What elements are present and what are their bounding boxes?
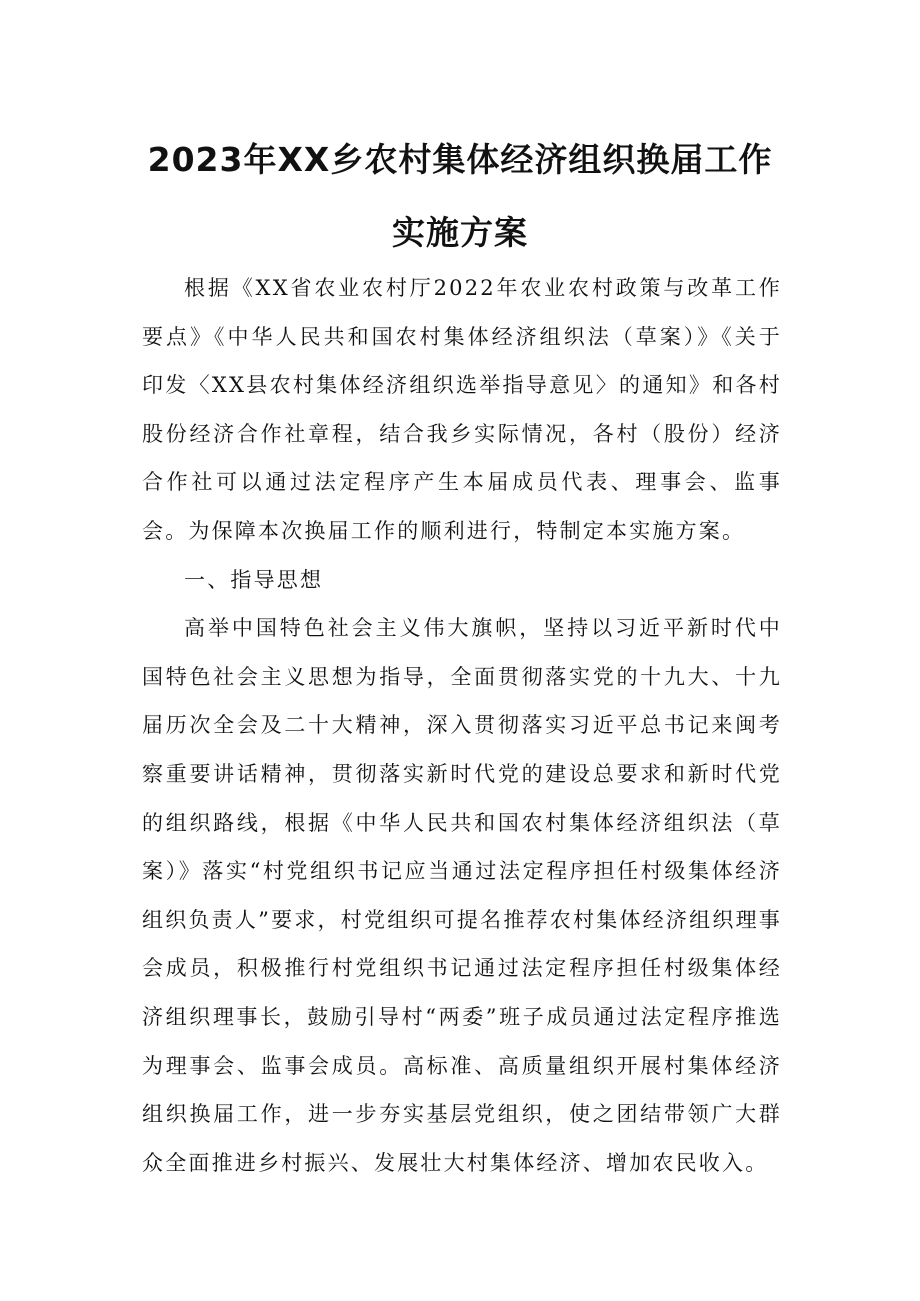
section-heading-guiding-ideology: 一、指导思想	[184, 567, 324, 592]
guiding-ideology-paragraph: 高举中国特色社会主义伟大旗帜，坚持以习近平新时代中国特色社会主义思想为指导，全面贯彻落实党的十九大、十九届历次全会及二十大精神，深入贯彻落实习近平总书记来闽考察重要讲话精神，贯彻落实新时代党的建设总要求和新时代党的组织路线，根据《中华人民共和国农村集体经济组织法（草案）》落实“村党组织书记应当通过法定程序担任村级集体经济组织负责人”要求，村党组织可提名推荐农村集体经济组织理事会成员，积极推行村党组织书记通过法定程序担任村级集体经济组织理事长，鼓励引导村“两委”班子成员通过法定程序推选为理事会、监事会成员。高标准、高质量组织开展村集体经济组织换届工作，进一步夯实基层党组织，使之团结带领广大群众全面推进乡村振兴、发展壮大村集体经济、增加农民收入。	[142, 616, 782, 1175]
intro-paragraph: 根据《XX省农业农村厅2022年农业农村政策与改革工作要点》《中华人民共和国农村集体经济组织法（草案）》《关于印发〈XX县农村集体经济组织选举指导意见〉的通知》和各村股份经济合作社章程，结合我乡实际情况，各村（股份）经济合作社可以通过法定程序产生本届成员代表、理事会、监事会。为保障本次换届工作的顺利进行，特制定本实施方案。	[142, 276, 782, 543]
document-title-line-1: 2023年XX乡农村集体经济组织换届工作	[147, 140, 773, 179]
document-title-line-2: 实施方案	[392, 213, 528, 252]
document-body	[142, 264, 782, 1187]
